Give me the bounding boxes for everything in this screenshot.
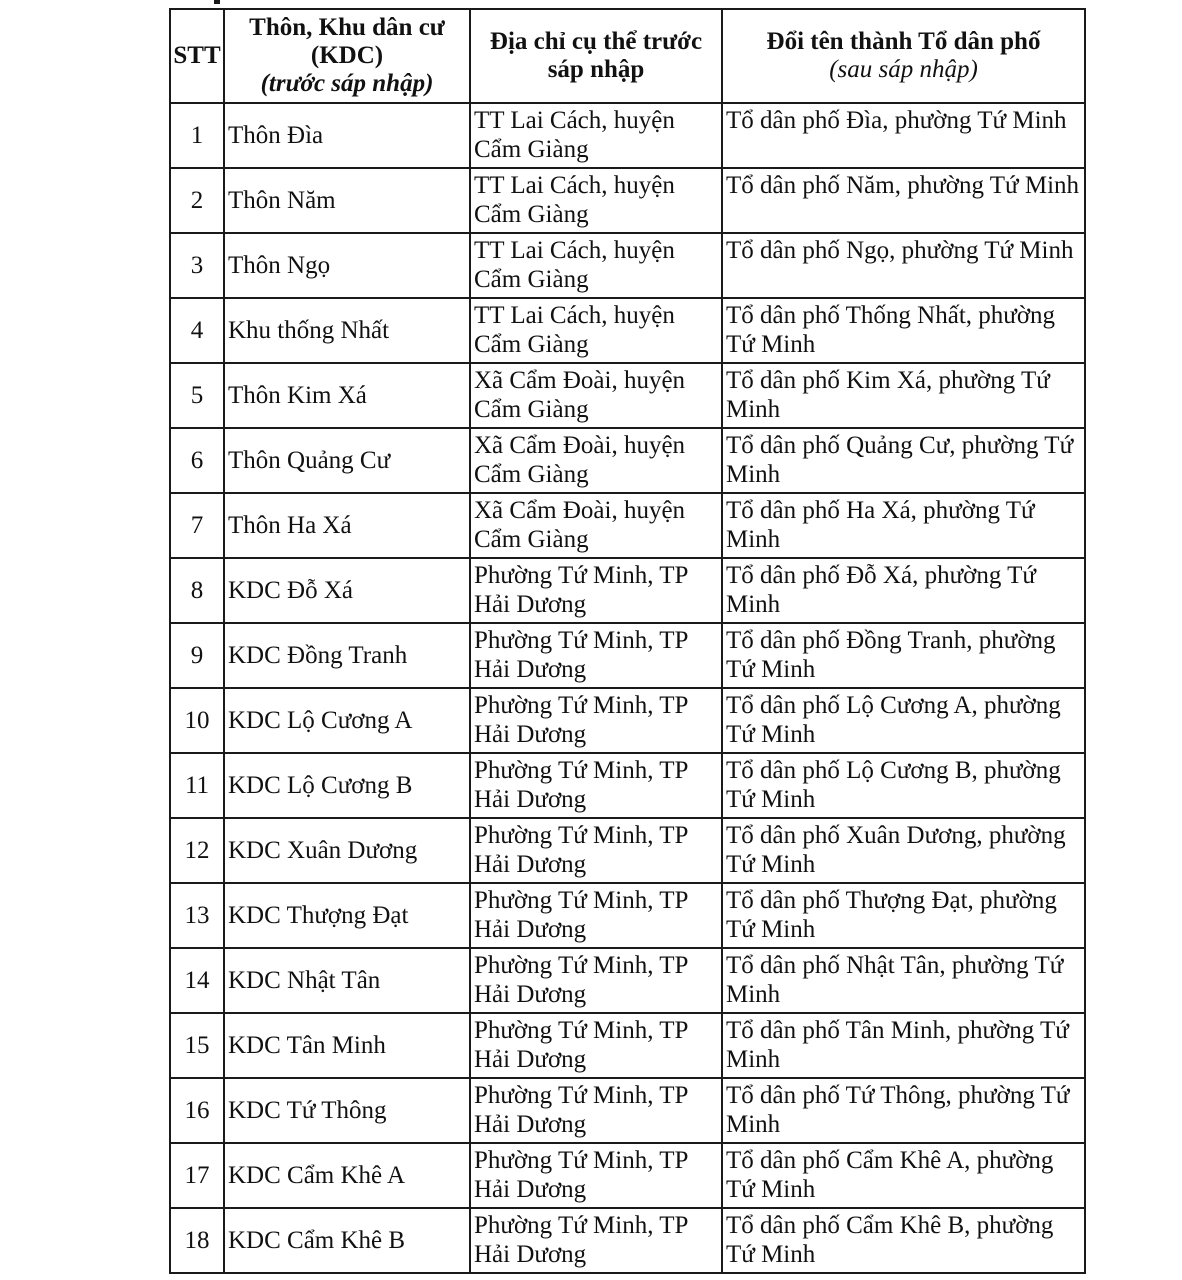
row-stt-cell: 7 xyxy=(170,493,224,558)
row-new-name-cell: Tổ dân phố Quảng Cư, phường Tứ Minh xyxy=(722,428,1085,493)
row-address-cell: Phường Tứ Minh, TP Hải Dương xyxy=(470,1078,722,1143)
row-stt-cell: 5 xyxy=(170,363,224,428)
row-name-cell: KDC Tứ Thông xyxy=(224,1078,470,1143)
header-name-line2: (KDC) xyxy=(310,42,384,69)
header-address-label: Địa chỉ cụ thể trước sáp nhập xyxy=(489,28,703,83)
header-name-line3: (trước sáp nhập) xyxy=(260,70,434,97)
table-row xyxy=(170,883,1085,948)
row-stt-cell: 6 xyxy=(170,428,224,493)
row-name-cell: KDC Tân Minh xyxy=(224,1013,470,1078)
header-rename xyxy=(722,9,1085,103)
header-stt-label: STT xyxy=(173,42,221,69)
row-address-cell: Phường Tứ Minh, TP Hải Dương xyxy=(470,1208,722,1273)
header-name-line1: Thôn, Khu dân cư xyxy=(249,14,445,41)
row-new-name-cell: Tổ dân phố Tân Minh, phường Tứ Minh xyxy=(722,1013,1085,1078)
row-address-cell: Phường Tứ Minh, TP Hải Dương xyxy=(470,558,722,623)
table-row xyxy=(170,948,1085,1013)
row-new-name-cell: Tổ dân phố Thống Nhất, phường Tứ Minh xyxy=(722,298,1085,363)
row-name-cell: KDC Đồng Tranh xyxy=(224,623,470,688)
row-new-name-cell: Tổ dân phố Đỗ Xá, phường Tứ Minh xyxy=(722,558,1085,623)
table-row xyxy=(170,493,1085,558)
row-new-name-cell: Tổ dân phố Đìa, phường Tứ Minh xyxy=(722,103,1085,168)
table-row xyxy=(170,1078,1085,1143)
row-address-cell: Phường Tứ Minh, TP Hải Dương xyxy=(470,818,722,883)
table-body xyxy=(170,103,1085,1273)
table-row xyxy=(170,623,1085,688)
table-row xyxy=(170,1013,1085,1078)
row-name-cell: KDC Thượng Đạt xyxy=(224,883,470,948)
row-name-cell: Khu thống Nhất xyxy=(224,298,470,363)
row-name-cell: Thôn Đìa xyxy=(224,103,470,168)
row-name-cell: Thôn Ha Xá xyxy=(224,493,470,558)
page-edge-mark xyxy=(214,0,220,4)
row-address-cell: Phường Tứ Minh, TP Hải Dương xyxy=(470,623,722,688)
row-name-cell: KDC Lộ Cương A xyxy=(224,688,470,753)
row-new-name-cell: Tổ dân phố Kim Xá, phường Tứ Minh xyxy=(722,363,1085,428)
row-stt-cell: 17 xyxy=(170,1143,224,1208)
row-new-name-cell: Tổ dân phố Lộ Cương A, phường Tứ Minh xyxy=(722,688,1085,753)
row-stt-cell: 1 xyxy=(170,103,224,168)
table-row xyxy=(170,688,1085,753)
row-stt-cell: 4 xyxy=(170,298,224,363)
row-new-name-cell: Tổ dân phố Nhật Tân, phường Tứ Minh xyxy=(722,948,1085,1013)
row-name-cell: KDC Đỗ Xá xyxy=(224,558,470,623)
row-address-cell: Phường Tứ Minh, TP Hải Dương xyxy=(470,883,722,948)
table-header xyxy=(170,9,1085,103)
row-name-cell: KDC Xuân Dương xyxy=(224,818,470,883)
row-address-cell: Phường Tứ Minh, TP Hải Dương xyxy=(470,688,722,753)
row-name-cell: KDC Cẩm Khê B xyxy=(224,1208,470,1273)
table-row xyxy=(170,558,1085,623)
table-row xyxy=(170,1143,1085,1208)
row-name-cell: Thôn Năm xyxy=(224,168,470,233)
header-address xyxy=(470,9,722,103)
row-address-cell: Xã Cẩm Đoài, huyện Cẩm Giàng xyxy=(470,493,722,558)
row-stt-cell: 3 xyxy=(170,233,224,298)
row-address-cell: TT Lai Cách, huyện Cẩm Giàng xyxy=(470,233,722,298)
row-stt-cell: 9 xyxy=(170,623,224,688)
table-row xyxy=(170,363,1085,428)
table-row xyxy=(170,103,1085,168)
row-new-name-cell: Tổ dân phố Thượng Đạt, phường Tứ Minh xyxy=(722,883,1085,948)
row-name-cell: Thôn Quảng Cư xyxy=(224,428,470,493)
header-name xyxy=(224,9,470,103)
row-name-cell: KDC Lộ Cương B xyxy=(224,753,470,818)
table-row xyxy=(170,1208,1085,1273)
table-row xyxy=(170,818,1085,883)
row-address-cell: Phường Tứ Minh, TP Hải Dương xyxy=(470,948,722,1013)
row-name-cell: KDC Nhật Tân xyxy=(224,948,470,1013)
row-stt-cell: 2 xyxy=(170,168,224,233)
row-new-name-cell: Tổ dân phố Năm, phường Tứ Minh xyxy=(722,168,1085,233)
row-new-name-cell: Tổ dân phố Cẩm Khê B, phường Tứ Minh xyxy=(722,1208,1085,1273)
row-address-cell: TT Lai Cách, huyện Cẩm Giàng xyxy=(470,168,722,233)
row-name-cell: Thôn Ngọ xyxy=(224,233,470,298)
header-row xyxy=(170,9,1085,103)
row-address-cell: TT Lai Cách, huyện Cẩm Giàng xyxy=(470,103,722,168)
row-address-cell: TT Lai Cách, huyện Cẩm Giàng xyxy=(470,298,722,363)
row-stt-cell: 8 xyxy=(170,558,224,623)
row-name-cell: Thôn Kim Xá xyxy=(224,363,470,428)
row-stt-cell: 13 xyxy=(170,883,224,948)
row-new-name-cell: Tổ dân phố Xuân Dương, phường Tứ Minh xyxy=(722,818,1085,883)
row-address-cell: Phường Tứ Minh, TP Hải Dương xyxy=(470,753,722,818)
table-row xyxy=(170,168,1085,233)
row-stt-cell: 12 xyxy=(170,818,224,883)
header-rename-line2: (sau sáp nhập) xyxy=(829,56,978,83)
row-stt-cell: 16 xyxy=(170,1078,224,1143)
row-new-name-cell: Tổ dân phố Lộ Cương B, phường Tứ Minh xyxy=(722,753,1085,818)
row-new-name-cell: Tổ dân phố Đồng Tranh, phường Tứ Minh xyxy=(722,623,1085,688)
row-address-cell: Xã Cẩm Đoài, huyện Cẩm Giàng xyxy=(470,363,722,428)
row-stt-cell: 10 xyxy=(170,688,224,753)
row-new-name-cell: Tổ dân phố Cẩm Khê A, phường Tứ Minh xyxy=(722,1143,1085,1208)
document-table-container xyxy=(169,8,1084,1274)
row-stt-cell: 18 xyxy=(170,1208,224,1273)
row-stt-cell: 11 xyxy=(170,753,224,818)
row-address-cell: Xã Cẩm Đoài, huyện Cẩm Giàng xyxy=(470,428,722,493)
row-new-name-cell: Tổ dân phố Ha Xá, phường Tứ Minh xyxy=(722,493,1085,558)
table-row xyxy=(170,428,1085,493)
row-stt-cell: 14 xyxy=(170,948,224,1013)
row-address-cell: Phường Tứ Minh, TP Hải Dương xyxy=(470,1013,722,1078)
table-row xyxy=(170,233,1085,298)
renaming-table xyxy=(169,8,1086,1274)
header-rename-line1: Đổi tên thành Tổ dân phố xyxy=(766,28,1041,55)
row-new-name-cell: Tổ dân phố Ngọ, phường Tứ Minh xyxy=(722,233,1085,298)
header-stt xyxy=(170,9,224,103)
row-new-name-cell: Tổ dân phố Tứ Thông, phường Tứ Minh xyxy=(722,1078,1085,1143)
row-address-cell: Phường Tứ Minh, TP Hải Dương xyxy=(470,1143,722,1208)
row-stt-cell: 15 xyxy=(170,1013,224,1078)
table-row xyxy=(170,298,1085,363)
row-name-cell: KDC Cẩm Khê A xyxy=(224,1143,470,1208)
table-row xyxy=(170,753,1085,818)
